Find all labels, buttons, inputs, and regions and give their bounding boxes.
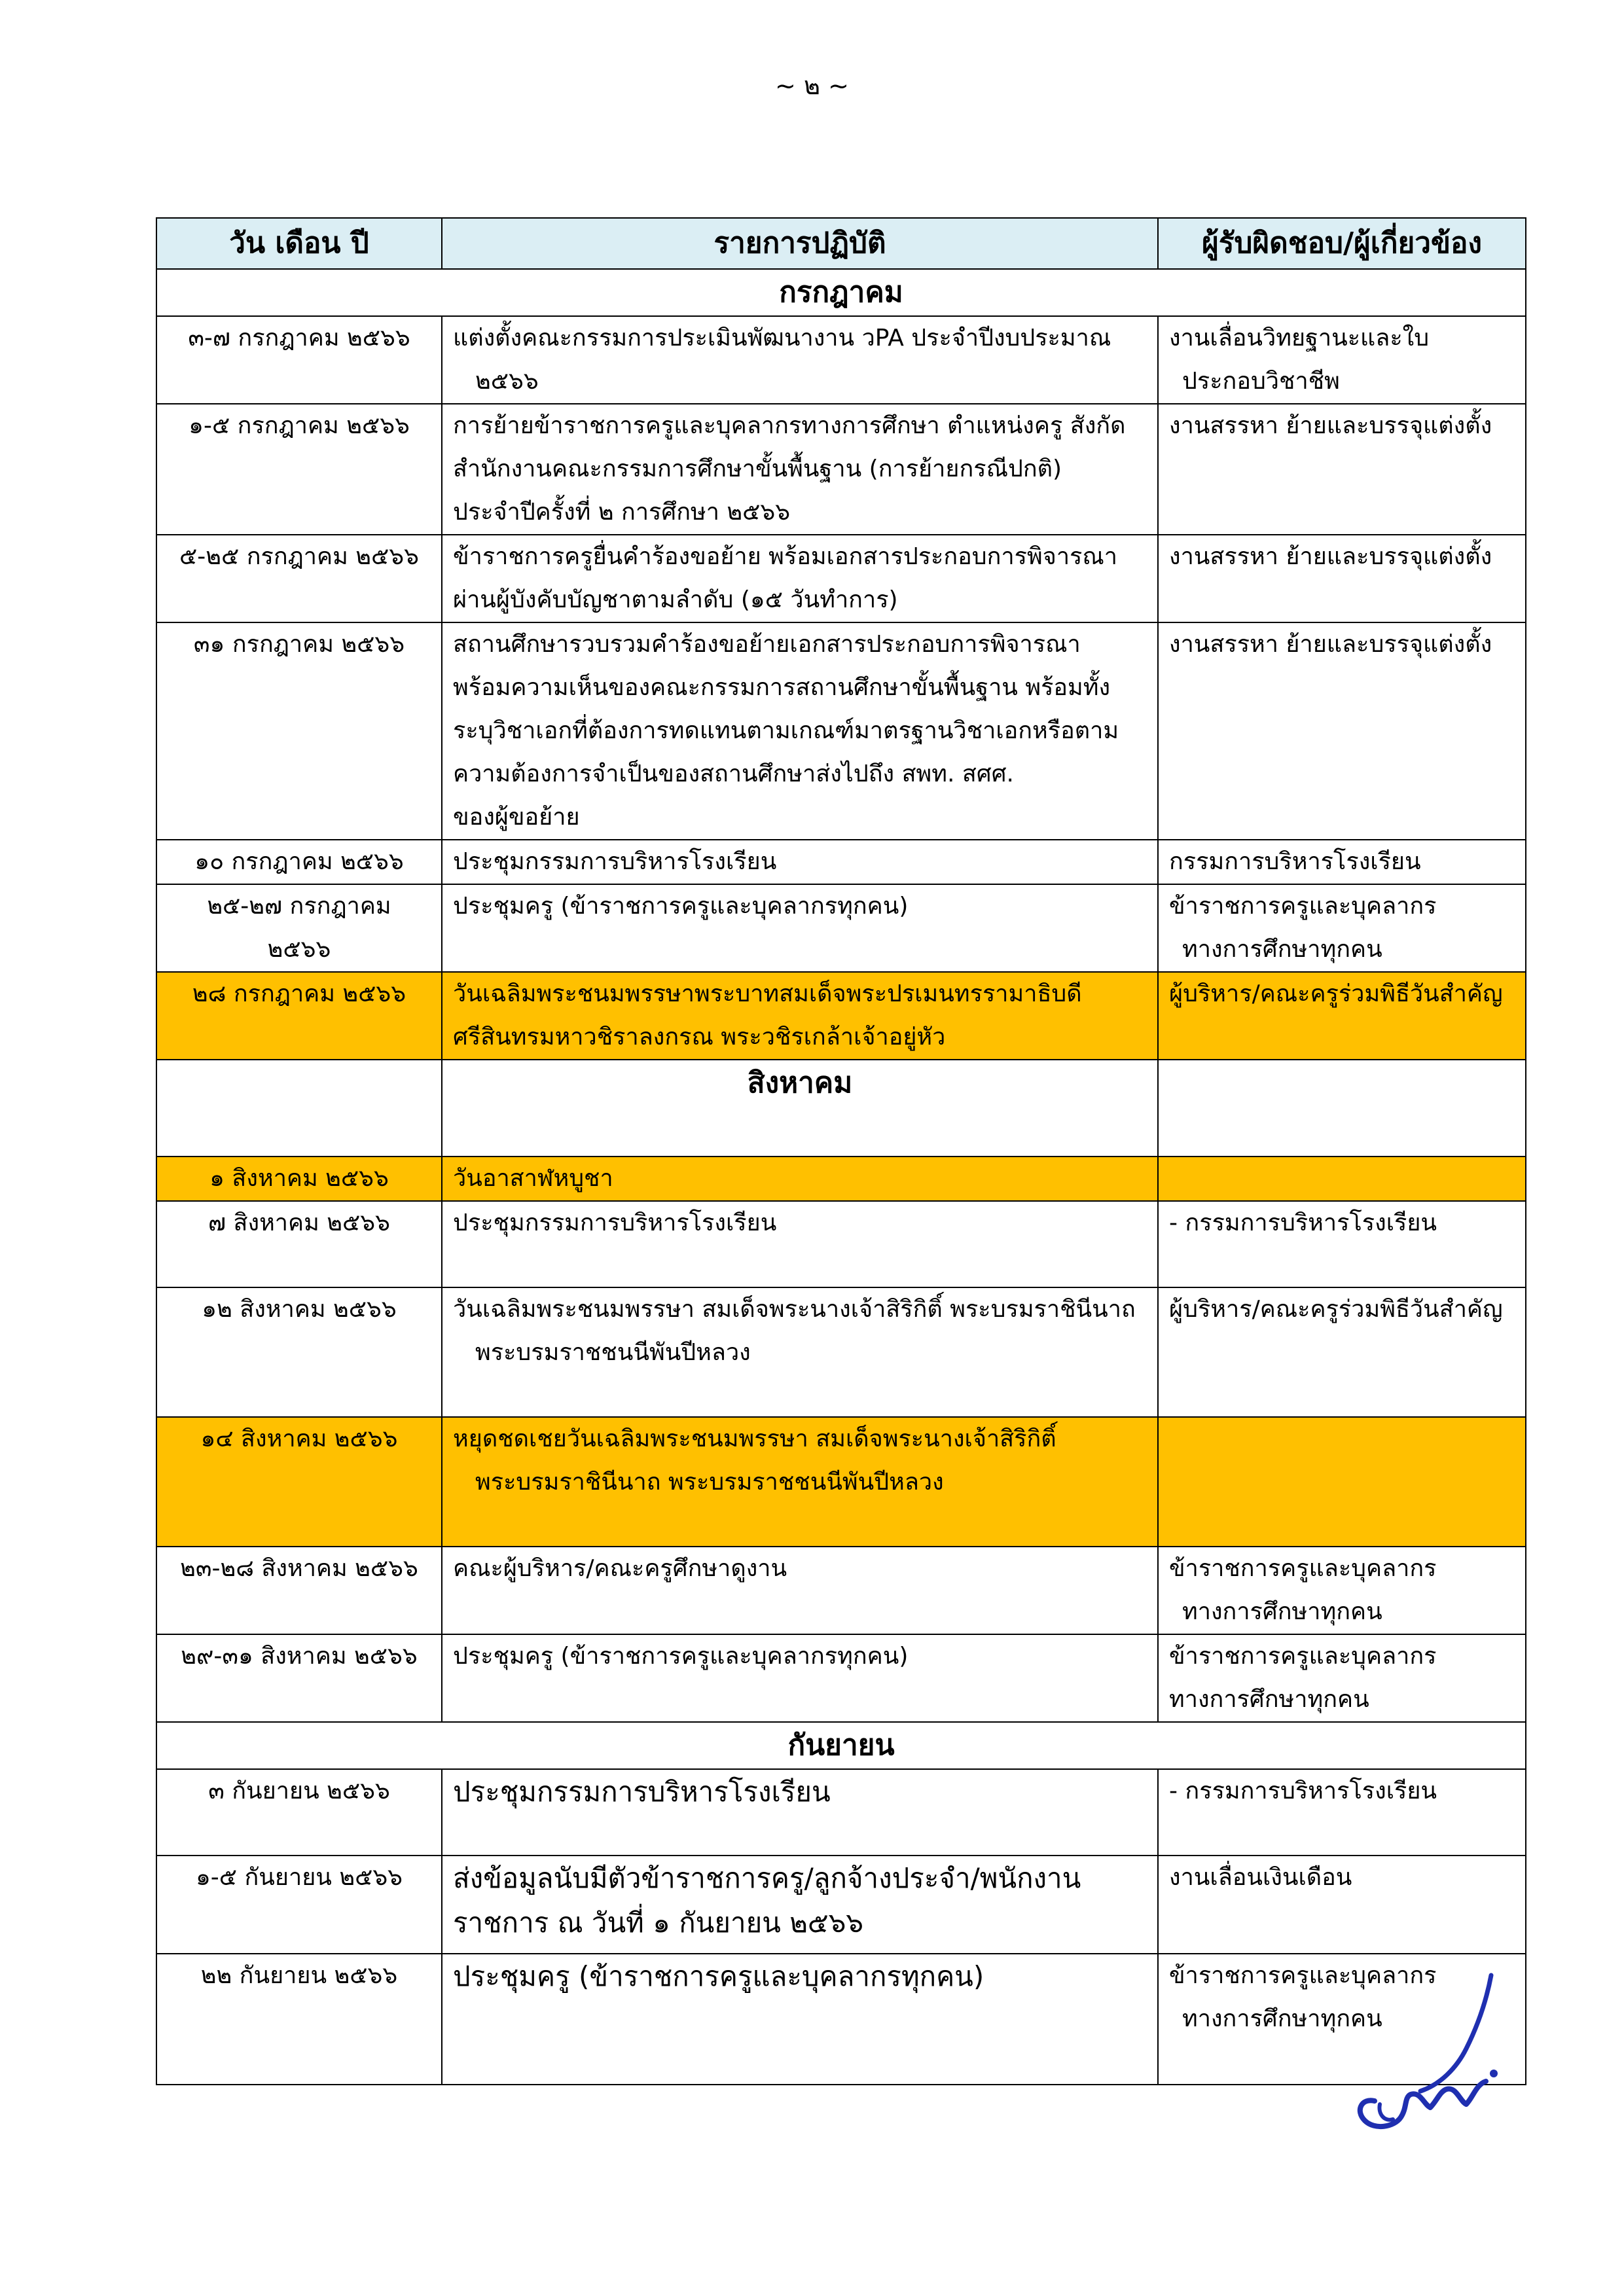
responsible-cell: งานสรรหา ย้ายและบรรจุแต่งตั้ง [1158, 404, 1526, 535]
month-label-august: สิงหาคม [442, 1060, 1158, 1157]
activity-line: ส่งข้อมูลนับมีตัวข้าราชการครู/ลูกจ้างประจำ/พนักงาน [453, 1862, 1081, 1894]
responsible-cell [1158, 884, 1526, 972]
date-cell: ๓-๗ กรกฎาคม ๒๕๖๖ [156, 316, 442, 404]
responsible-line: ทางการศึกษาทุกคน [1169, 1686, 1369, 1713]
activity-line: ๒๕๖๖ [475, 368, 539, 395]
header-row [156, 218, 1526, 269]
activity-cell [442, 1417, 1158, 1547]
responsible-cell [1158, 1417, 1526, 1547]
date-cell: ๒๓-๒๘ สิงหาคม ๒๕๖๖ [156, 1547, 442, 1634]
activity-cell: ประชุมครู (ข้าราชการครูและบุคลากรทุกคน) [442, 1954, 1158, 2085]
empty-cell [156, 1060, 442, 1157]
table-row [156, 622, 1526, 840]
activity-line: ประจำปีครั้งที่ ๒ การศึกษา ๒๕๖๖ [453, 499, 791, 526]
activity-cell [442, 622, 1158, 840]
date-cell: ๑๒ สิงหาคม ๒๕๖๖ [156, 1287, 442, 1417]
activity-cell [442, 404, 1158, 535]
activity-cell: วันอาสาฬหบูชา [442, 1157, 1158, 1201]
date-line: ๒๕-๒๗ กรกฎาคม [207, 893, 391, 920]
month-row-september [156, 1722, 1526, 1769]
date-cell: ๑-๕ กันยายน ๒๕๖๖ [156, 1856, 442, 1954]
responsible-line: ข้าราชการครูและบุคลากร [1169, 1555, 1437, 1582]
responsible-cell: ผู้บริหาร/คณะครูร่วมพิธีวันสำคัญ [1158, 1287, 1526, 1417]
responsible-cell [1158, 1634, 1526, 1722]
activity-line: แต่งตั้งคณะกรรมการประเมินพัฒนางาน วPA ประจำปีงบประมาณ [453, 325, 1111, 351]
activity-line: สำนักงานคณะกรรมการศึกษาขั้นพื้นฐาน (การย้ายกรณีปกติ) [453, 456, 1062, 482]
activity-line: สถานศึกษารวบรวมคำร้องขอย้ายเอกสารประกอบการพิจารณา [453, 631, 1081, 658]
signature-stroke [1420, 1975, 1491, 2091]
activity-line: การย้ายข้าราชการครูและบุคลากรทางการศึกษา ตำแหน่งครู สังกัด [453, 412, 1126, 439]
responsible-line: ข้าราชการครูและบุคลากร [1169, 1643, 1437, 1670]
responsible-cell [1158, 1547, 1526, 1634]
table-row [156, 1287, 1526, 1417]
responsible-cell: งานเลื่อนเงินเดือน [1158, 1856, 1526, 1954]
table-row [156, 1547, 1526, 1634]
activity-cell [442, 972, 1158, 1060]
responsible-cell [1158, 316, 1526, 404]
header-activity: รายการปฏิบัติ [442, 218, 1158, 269]
table-row-highlighted [156, 972, 1526, 1060]
month-row-july [156, 269, 1526, 316]
activity-line: ศรีสินทรมหาวชิราลงกรณ พระวชิรเกล้าเจ้าอยู่หัว [453, 1024, 946, 1050]
table-row [156, 1634, 1526, 1722]
responsible-cell: งานสรรหา ย้ายและบรรจุแต่งตั้ง [1158, 535, 1526, 622]
responsible-line: ข้าราชการครูและบุคลากร [1169, 1962, 1437, 1989]
activity-line: วันเฉลิมพระชนมพรรษา สมเด็จพระนางเจ้าสิริกิติ์ พระบรมราชินีนาถ [453, 1296, 1136, 1323]
responsible-cell [1158, 1157, 1526, 1201]
table-row [156, 1856, 1526, 1954]
responsible-line: ทางการศึกษาทุกคน [1182, 1598, 1382, 1625]
responsible-line: งานเลื่อนวิทยฐานะและใบ [1169, 325, 1430, 351]
table-row [156, 884, 1526, 972]
date-cell: ๑๐ กรกฎาคม ๒๕๖๖ [156, 840, 442, 884]
responsible-cell: ผู้บริหาร/คณะครูร่วมพิธีวันสำคัญ [1158, 972, 1526, 1060]
activity-line: พร้อมความเห็นของคณะกรรมการสถานศึกษาขั้นพื้นฐาน พร้อมทั้ง [453, 674, 1111, 701]
table-row-highlighted [156, 1157, 1526, 1201]
responsible-cell: กรรมการบริหารโรงเรียน [1158, 840, 1526, 884]
activity-cell: คณะผู้บริหาร/คณะครูศึกษาดูงาน [442, 1547, 1158, 1634]
date-cell: ๒๒ กันยายน ๒๕๖๖ [156, 1954, 442, 2085]
date-cell: ๑-๕ กรกฎาคม ๒๕๖๖ [156, 404, 442, 535]
table-row [156, 404, 1526, 535]
month-label-july: กรกฎาคม [156, 269, 1526, 316]
table-row [156, 1769, 1526, 1856]
activity-line: ราชการ ณ วันที่ ๑ กันยายน ๒๕๖๖ [453, 1907, 864, 1939]
month-row-august [156, 1060, 1526, 1157]
month-label-september: กันยายน [156, 1722, 1526, 1769]
empty-cell [1158, 1060, 1526, 1157]
signature-stroke [1379, 2104, 1393, 2120]
activity-line: วันเฉลิมพระชนมพรรษาพระบาทสมเด็จพระปรเมนทรรามาธิบดี [453, 980, 1082, 1007]
activity-line: พระบรมราชชนนีพันปีหลวง [475, 1339, 751, 1366]
responsible-line: ทางการศึกษาทุกคน [1182, 936, 1382, 963]
date-cell: ๑๔ สิงหาคม ๒๕๖๖ [156, 1417, 442, 1547]
header-responsible: ผู้รับผิดชอบ/ผู้เกี่ยวข้อง [1158, 218, 1526, 269]
activity-line: ข้าราชการครูยื่นคำร้องขอย้าย พร้อมเอกสารประกอบการพิจารณา [453, 543, 1117, 570]
responsible-cell: - กรรมการบริหารโรงเรียน [1158, 1201, 1526, 1287]
signature-dot [1490, 2070, 1498, 2077]
activity-line: ของผู้ขอย้าย [453, 804, 580, 831]
responsible-cell: - กรรมการบริหารโรงเรียน [1158, 1769, 1526, 1856]
responsible-line: ประกอบวิชาชีพ [1182, 368, 1340, 395]
activity-cell [442, 1856, 1158, 1954]
signature-graphic [1348, 1970, 1519, 2140]
header-date: วัน เดือน ปี [156, 218, 442, 269]
date-cell: ๓ กันยายน ๒๕๖๖ [156, 1769, 442, 1856]
activity-line: พระบรมราชินีนาถ พระบรมราชชนนีพันปีหลวง [475, 1469, 944, 1496]
date-line: ๒๕๖๖ [267, 936, 331, 963]
table-row-highlighted [156, 1417, 1526, 1547]
date-cell: ๕-๒๕ กรกฎาคม ๒๕๖๖ [156, 535, 442, 622]
date-cell: ๒๙-๓๑ สิงหาคม ๒๕๖๖ [156, 1634, 442, 1722]
activity-cell: ประชุมกรรมการบริหารโรงเรียน [442, 1201, 1158, 1287]
date-cell: ๓๑ กรกฎาคม ๒๕๖๖ [156, 622, 442, 840]
date-cell [156, 884, 442, 972]
activity-cell [442, 535, 1158, 622]
schedule-table [156, 217, 1526, 2085]
table-row [156, 1954, 1526, 2085]
responsible-line: ข้าราชการครูและบุคลากร [1169, 893, 1437, 920]
date-cell: ๑ สิงหาคม ๒๕๖๖ [156, 1157, 442, 1201]
activity-cell: ประชุมกรรมการบริหารโรงเรียน [442, 1769, 1158, 1856]
responsible-cell: งานสรรหา ย้ายและบรรจุแต่งตั้ง [1158, 622, 1526, 840]
activity-line: ระบุวิชาเอกที่ต้องการทดแทนตามเกณฑ์มาตรฐานวิชาเอกหรือตาม [453, 717, 1119, 744]
date-cell: ๗ สิงหาคม ๒๕๖๖ [156, 1201, 442, 1287]
table-row [156, 535, 1526, 622]
activity-cell [442, 1287, 1158, 1417]
responsible-line: ทางการศึกษาทุกคน [1182, 2005, 1382, 2032]
table-row [156, 1201, 1526, 1287]
activity-cell: ประชุมครู (ข้าราชการครูและบุคลากรทุกคน) [442, 1634, 1158, 1722]
page-number: ~ ๒ ~ [775, 71, 849, 100]
activity-line: ผ่านผู้บังคับบัญชาตามลำดับ (๑๕ วันทำการ) [453, 586, 898, 613]
date-cell: ๒๘ กรกฎาคม ๒๕๖๖ [156, 972, 442, 1060]
table-row [156, 316, 1526, 404]
activity-line: หยุดชดเชยวันเฉลิมพระชนมพรรษา สมเด็จพระนางเจ้าสิริกิติ์ [453, 1426, 1056, 1452]
activity-cell [442, 316, 1158, 404]
table-row [156, 840, 1526, 884]
activity-cell: ประชุมกรรมการบริหารโรงเรียน [442, 840, 1158, 884]
activity-line: ความต้องการจำเป็นของสถานศึกษาส่งไปถึง สพท. สศศ. [453, 761, 1015, 787]
activity-cell: ประชุมครู (ข้าราชการครูและบุคลากรทุกคน) [442, 884, 1158, 972]
